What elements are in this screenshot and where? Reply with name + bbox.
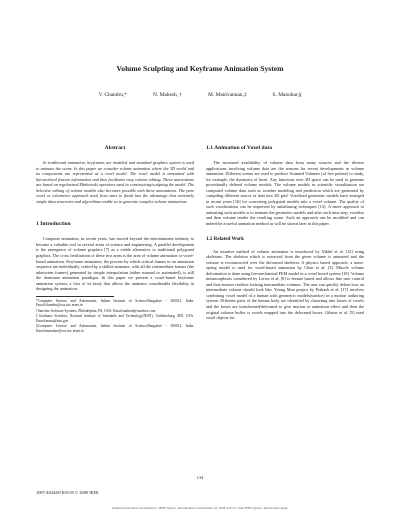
copyright-line: 1087-4844/00 $10.00 © 2000 IEEE: [36, 490, 99, 495]
introduction-text: Computer animation, in recent years, has moved beyond the entertainment industry to become a valuable tool in several areas of science and engineering. A parallel development is the emergence of volume graphics [7] as a viable alternative to traditional polygonal graphics. The cross fertilization of these two areas is the area of volume animation or voxel-based animation. Keyframe animation, the process by which critical frames in an animation sequence are individually crafted by a skilled animator, with all the intermediate frames (the inbetween frames) generated by simple interpolation (either manual or automated), is still the dominant animation paradigm. In this paper we present a voxel-based keyframe animation system, a first of its kind, that allows the animator considerable flexibility in designing the animation.: [36, 236, 194, 292]
footnote: ‡Guidance Scientist, National Institute of Standards and Technology(NIST), Gaithersburg, MD, USA. Email:manu@nist.gov: [36, 314, 194, 323]
author-name: N. Mahesh, †: [152, 92, 183, 98]
right-column: [206, 145, 364, 325]
footnote: §Computer Science and Automation, Indian Institute of Science,Bangalore - 560012, India. Email:manohar@csa.iisc.ernet.in: [36, 324, 194, 333]
footnote: *Computer Science and Automation, Indian Institute of Science,Bangalore - 560012, India. Email:chandru@csa.iisc.ernet.in: [36, 298, 194, 308]
paper-title: Volume Sculpting and Keyframe Animation System: [116, 64, 284, 73]
left-column: [36, 145, 194, 334]
introduction-heading: 1 Introduction: [36, 221, 71, 228]
abstract-heading: Abstract: [104, 145, 126, 151]
related-work-heading: 1.2 Related Work: [206, 235, 244, 242]
author-name: V. Chandru,*: [98, 92, 127, 98]
footnote: †Sanchez Software Systems, Philadelphia, PA, USA. Email:mahesh@sanchez.com: [36, 308, 156, 313]
author-list: [0, 92, 400, 98]
voxel-section-text: The increased availability of volume data from many sources and the diverse applications involving volume data are the reasons for recent developments in volume animation. Different scenes are used to produce Scanned Volumes (of live patient) to study, for example, the dynamics of heart. Any functions over 3D space can be used to generate procedurally defined volume models. The volume models in scientific visualization are computed volume data such as weather modeling and prediction which are generated by compiling different source of data into 3D grid. Voxelized geometric models have emerged in recent years [16] for converting polygonal models into a voxel volume. The quality of such voxelizations can be improved by antialiasing techniques [13]. A naive approach to animating such models is to animate the geometric models and after each time step, voxelize and then volume render the resulting scene. Such an approach can be modified and can indeed be a useful animation method as will be shown later in this paper.: [206, 160, 364, 227]
page-number: 134: [196, 475, 204, 480]
abstract-text: In traditional animation, keyframes are modeled and standard graphics system is used to animate the scene. In this paper we consider volume animation where the 3D world and its components are represented as a voxel model. The voxel model is annotated with hierarchical feature information and thus facilitates easy volume editing. These annotations are based on regularized Minkowski operators used in constructing/sculpting the model. The Selective editing of volume models also becomes possible with these annotations. The pure voxel or volumetric approach used from start to finish has the advantage that extremely simple data structures and algorithms enable us to generate complex volume animations.: [36, 160, 194, 204]
footnote-divider: [36, 296, 114, 297]
related-work-text: An intuitive method of volume animation is introduced by Nikhil et al. [12] using skeletons. The skeleton which is extracted from the given volume is animated and the volume is reconstructed over the deformed skeleton. A physics based approach, a mass-spring model is used for voxel-based animation by Chen et al. [3]. Muscle volume deformation is done using bio-mechanical FEM model in a voxel based system [18]. Volume metamorphosis considered by Lerios et al. [8] is feature based and allows fine user control and thus ensures realistic looking intermediate volumes. The user can quickly define how an intermediate volume should look like. Young Mun project by Prakash et al. [17] involves combining voxel model of a human with geometric models(surface) in a motion authoring system. Different parts of the human body are identified by clustering into boxes of voxels and the boxes are transformed/deformed to give motion or animation effect and then the original volume buffer is voxels mapped into the deformed boxes. Gibson et al. [5] used voxel objects for: [206, 248, 364, 321]
license-notice: Authorized licensed use limited to: IEEE Xplore. Downloaded on December 19, 2008 at 03:17 from IEEE Xplore. Restrictions apply.: [111, 506, 289, 510]
author-name: M. Manivannan,‡: [208, 92, 247, 98]
author-name: S. Manohar,§: [272, 92, 302, 98]
voxel-section-heading: 1.1 Animation of Voxel data: [206, 145, 273, 151]
